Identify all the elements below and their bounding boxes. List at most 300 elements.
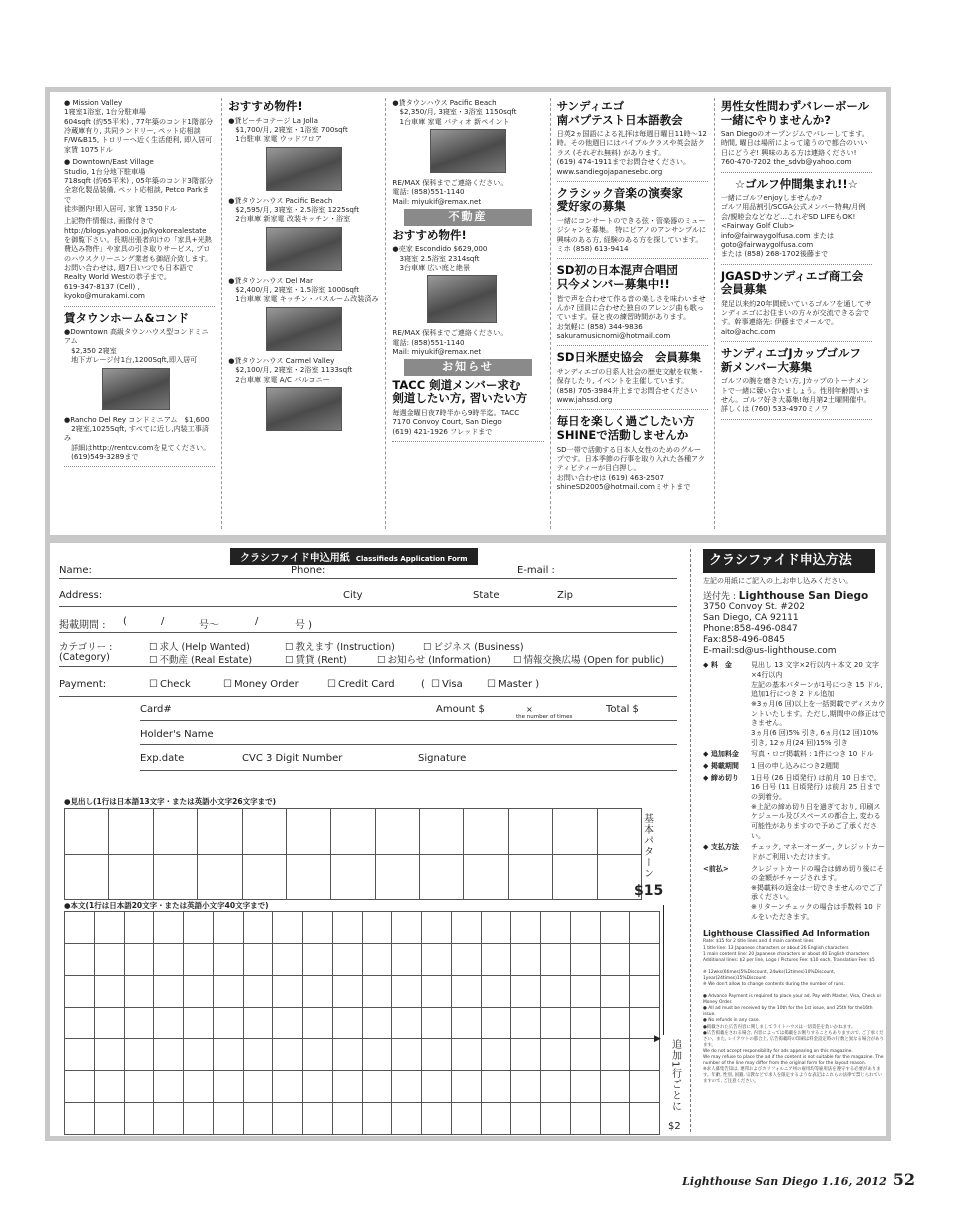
char-cell[interactable]: [65, 976, 95, 1008]
char-cell[interactable]: [125, 1071, 155, 1103]
char-cell[interactable]: [65, 1039, 95, 1071]
char-cell[interactable]: [571, 944, 601, 976]
char-cell[interactable]: [630, 944, 660, 976]
char-cell[interactable]: [184, 976, 214, 1008]
char-cell[interactable]: [422, 1103, 452, 1135]
char-cell[interactable]: [511, 1008, 541, 1040]
listing-heading: 男性女性問わずバレーボール 一緒にやりませんか?: [720, 99, 870, 127]
payment-row: [59, 673, 677, 697]
char-cell[interactable]: [184, 912, 214, 944]
char-cell[interactable]: [363, 1008, 393, 1040]
listing-text: ●貸タウンハウス Carmel Valley $2,100/月, 2寝室・2浴室 1133sqft 2台車庫 家電 A/C バルコニー: [228, 355, 353, 384]
fee-item: [703, 843, 886, 862]
times-note: the number of times: [516, 714, 573, 720]
char-cell[interactable]: [243, 809, 287, 855]
char-cell[interactable]: [333, 1071, 363, 1103]
period-slash-1[interactable]: /: [161, 616, 165, 627]
form-title-ja: クラシファイド申込用紙: [240, 553, 350, 564]
property-photo: [266, 307, 342, 351]
divider: [721, 172, 872, 173]
extra-price: $2: [668, 1121, 681, 1132]
address-field[interactable]: Address:: [59, 590, 103, 601]
char-cell[interactable]: [392, 1071, 422, 1103]
category-business-checkbox[interactable]: ☐ ビジネス (Business): [423, 639, 524, 653]
category-real-estate-checkbox[interactable]: ☐ 不動産 (Real Estate): [149, 652, 252, 666]
char-cell[interactable]: [601, 1008, 631, 1040]
char-cell[interactable]: [392, 944, 422, 976]
fee-value: 1 回の申し込みにつき2週間: [751, 761, 839, 770]
char-cell[interactable]: [125, 912, 155, 944]
period-row: [59, 609, 677, 633]
char-cell[interactable]: [287, 855, 331, 901]
char-cell[interactable]: [95, 912, 125, 944]
char-cell[interactable]: [184, 1071, 214, 1103]
listing-column: [715, 98, 878, 529]
char-cell[interactable]: [65, 1008, 95, 1040]
char-cell[interactable]: [214, 976, 244, 1008]
fee-item: [703, 774, 886, 842]
card-row: [140, 699, 677, 721]
char-cell[interactable]: [154, 1039, 184, 1071]
divider: [721, 264, 872, 265]
how-to-intro: 左記の用紙にご記入の上,お申し込みください。: [703, 576, 853, 585]
address-line: E-mail:sd@us-lighthouse.com: [703, 645, 837, 656]
char-cell[interactable]: [65, 855, 109, 901]
basic-price: $15: [634, 883, 664, 899]
char-cell[interactable]: [333, 976, 363, 1008]
fee-item: [703, 865, 886, 923]
char-cell[interactable]: [509, 855, 553, 901]
phone-field[interactable]: Phone:: [291, 565, 326, 576]
send-address: [703, 590, 886, 657]
char-cell[interactable]: [95, 976, 125, 1008]
zip-field[interactable]: Zip: [557, 590, 573, 601]
holder-name-field[interactable]: Holder's Name: [140, 729, 214, 740]
holder-row: [140, 723, 677, 745]
char-cell[interactable]: [571, 976, 601, 1008]
listing-text: 発足以来約20年間続いているゴルフを通してサンディエゴにお住まいの方々が交流できる会です。幹事連絡先: 伊藤までメールで。 aito@achc.com: [720, 298, 872, 336]
char-cell[interactable]: [95, 1039, 125, 1071]
char-cell[interactable]: [482, 912, 512, 944]
char-cell[interactable]: [571, 1008, 601, 1040]
char-cell[interactable]: [244, 1103, 274, 1135]
char-cell[interactable]: [273, 1008, 303, 1040]
char-cell[interactable]: [541, 1039, 571, 1071]
char-cell[interactable]: [303, 1008, 333, 1040]
divider: [557, 409, 708, 410]
listing-text: ゴルフの腕を磨きたい方, Jカップのトーナメントで一緒に競い合いましょう。性別年齢問いません。ゴルフ好き大募集!毎月第2土曜開催中。 詳しくは (760) 533-4970ミノワ: [720, 376, 871, 414]
char-cell[interactable]: [452, 976, 482, 1008]
char-cell[interactable]: [125, 1103, 155, 1135]
address-line: San Diego, CA 92111: [703, 613, 799, 624]
divider: [721, 419, 872, 420]
char-cell[interactable]: [244, 912, 274, 944]
char-cell[interactable]: [392, 1103, 422, 1135]
how-to-apply-panel: [690, 549, 886, 1132]
char-cell[interactable]: [303, 976, 333, 1008]
char-cell[interactable]: [452, 912, 482, 944]
extra-line-label: 追加1行ごとに: [669, 1039, 681, 1113]
category-help-wanted-checkbox[interactable]: ☐ 求人 (Help Wanted): [149, 639, 250, 653]
listing-text: SD一帯で活動する日本人女性のためのグループです。日本季節の行事を取り入れた各種アクティビティーが目白押し。 お問い合わせは (619) 463-2507 shineSD2005@hotmail.comミサトまで: [556, 444, 706, 491]
char-cell[interactable]: [482, 1008, 512, 1040]
char-cell[interactable]: [452, 1103, 482, 1135]
card-type-paren: (: [421, 679, 425, 690]
char-cell[interactable]: [630, 976, 660, 1008]
char-cell[interactable]: [184, 1103, 214, 1135]
char-cell[interactable]: [244, 976, 274, 1008]
listing-heading: TACC 剣道メンバー求む 剣道したい方, 習いたい方: [392, 377, 528, 406]
char-cell[interactable]: [65, 1103, 95, 1135]
char-cell[interactable]: [95, 944, 125, 976]
char-cell[interactable]: [363, 944, 393, 976]
exp-date-field[interactable]: Exp.date: [140, 753, 185, 764]
fee-value: クレジットカードの場合は締め切り後にその金額がチャージされます。 ※掲載料の返金は一切できませんのでご了承ください。 ※リターンチェックの場合は手数料 10 ドルをいただきます。: [751, 864, 884, 921]
char-cell[interactable]: [392, 976, 422, 1008]
char-cell[interactable]: [154, 1103, 184, 1135]
card-number-field[interactable]: Card#: [140, 704, 172, 715]
listing-heading: おすすめ物件!: [392, 227, 467, 242]
char-cell[interactable]: [154, 1008, 184, 1040]
listing-text: 一緒にコンサートのできる弦・管楽器のミュージシャンを募集。 特にピアノのアンサンブルに興味のある方, 経験のある方を探しています。 ミホ (858) 613-9414: [556, 216, 707, 254]
char-cell[interactable]: [422, 1039, 452, 1071]
listing-text: ●貸タウンハウス Pacific Beach $2,595/月, 3寝室・2.5浴室 1225sqft 2台車庫 新家電 改装キッチン・浴室: [228, 195, 360, 224]
listing-text: ●Rancho Del Rey コンドミニアム $1,600 2寝室,1025Sqft, すべてに近し,内装工事済み 詳細はhttp://rentcv.comを見てください。 (619)549-3289まで: [64, 414, 211, 461]
name-field[interactable]: Name:: [59, 565, 92, 576]
char-cell[interactable]: [571, 1071, 601, 1103]
category-information-checkbox[interactable]: ☐ お知らせ (Information): [377, 652, 491, 666]
char-cell[interactable]: [541, 976, 571, 1008]
listing-heading: おすすめ物件!: [228, 99, 303, 113]
headline-label: ●見出し(1行は日本語13文字・または英語小文字26文字まで): [64, 797, 276, 806]
contact-row: [59, 561, 677, 579]
signature-field[interactable]: Signature: [418, 753, 467, 764]
listing-heading: 賃タウンホーム&コンド: [64, 310, 190, 325]
char-cell[interactable]: [464, 855, 508, 901]
char-cell[interactable]: [273, 912, 303, 944]
char-cell[interactable]: [95, 1103, 125, 1135]
char-cell[interactable]: [452, 1008, 482, 1040]
money-order-checkbox[interactable]: ☐ Money Order: [223, 679, 299, 690]
char-cell[interactable]: [214, 1071, 244, 1103]
payment-label: Payment:: [59, 679, 107, 690]
application-section: [45, 540, 891, 1141]
listing-text: 皆で声を合わせて作る音の楽しさを味わいませんか? 団員に合わせた独自のアレンジ曲も歌っています。昼と夜の練習時間があります。 お気軽に (858) 344-9836 sakuramusicnomi@hotmail.com: [556, 293, 706, 341]
category-label: カテゴリー :: [59, 642, 113, 653]
char-cell[interactable]: [601, 944, 631, 976]
listing-text: 日英2ヵ国語による礼拝は毎週日曜日11時〜12時。その他週日にはバイブルクラスや英会話クラス (それぞれ無料) があります。 (619) 474-1911までお問合せください。 www.sandiegojapanesebc.org: [556, 129, 707, 176]
listing-heading: SD日米歴史協会 会員募集: [556, 350, 701, 365]
char-cell[interactable]: [482, 1103, 512, 1135]
char-cell[interactable]: [273, 1039, 303, 1071]
listing-text: RE/MAX 保科までご連絡ください。 電話: (858)551-1140 Mail: miyukif@remax.net: [392, 328, 508, 357]
char-cell[interactable]: [601, 976, 631, 1008]
char-cell[interactable]: [571, 1039, 601, 1071]
char-cell[interactable]: [154, 809, 198, 855]
char-cell[interactable]: [331, 855, 375, 901]
category-instruction-checkbox[interactable]: ☐ 教えます (Instruction): [285, 639, 395, 653]
listing-heading: SD初の日本混声合唱団 只今メンバー募集中!!: [556, 263, 678, 292]
fee-item: [703, 762, 886, 772]
char-cell[interactable]: [598, 809, 642, 855]
period-from[interactable]: 号〜: [199, 620, 219, 631]
city-field[interactable]: City: [343, 590, 363, 601]
char-cell[interactable]: [571, 912, 601, 944]
body-grid[interactable]: [64, 911, 660, 1135]
char-cell[interactable]: [452, 1071, 482, 1103]
char-cell[interactable]: [392, 912, 422, 944]
char-cell[interactable]: [303, 912, 333, 944]
period-paren: (: [123, 616, 127, 627]
listing-text: ●貸タウンハウス Pacific Beach $2,350/月, 3寝室・3浴室 1150sqft 1台車庫 家電 パティオ 新ペイント: [392, 98, 517, 126]
section-bar: お知らせ: [404, 359, 531, 376]
form-title-en: Classifieds Application Form: [355, 555, 468, 563]
char-cell[interactable]: [452, 1039, 482, 1071]
char-cell[interactable]: [363, 912, 393, 944]
char-cell[interactable]: [184, 1039, 214, 1071]
char-cell[interactable]: [154, 944, 184, 976]
char-cell[interactable]: [452, 944, 482, 976]
char-cell[interactable]: [109, 809, 153, 855]
char-cell[interactable]: [154, 912, 184, 944]
category-row: [59, 635, 677, 667]
char-cell[interactable]: [392, 1039, 422, 1071]
char-cell[interactable]: [541, 944, 571, 976]
char-cell[interactable]: [571, 1103, 601, 1135]
amount-field[interactable]: Amount $: [436, 704, 485, 715]
total-field[interactable]: Total $: [606, 704, 639, 715]
basic-pattern-label: 基本パターン: [641, 813, 653, 879]
char-cell[interactable]: [65, 1071, 95, 1103]
char-cell[interactable]: [244, 1039, 274, 1071]
visa-checkbox[interactable]: ☐ Visa: [431, 679, 463, 690]
char-cell[interactable]: [65, 809, 109, 855]
fee-item: [703, 750, 886, 760]
address-line: 3750 Convoy St. #202: [703, 602, 805, 613]
fee-key: ◆ 締め切り: [703, 773, 739, 782]
char-cell[interactable]: [630, 912, 660, 944]
divider: [557, 345, 708, 346]
char-cell[interactable]: [363, 1103, 393, 1135]
char-cell[interactable]: [511, 944, 541, 976]
char-cell[interactable]: [95, 1008, 125, 1040]
property-photo: [266, 147, 342, 191]
listing-heading: ☆ゴルフ仲間集まれ!!☆: [734, 176, 858, 191]
period-slash-2[interactable]: /: [255, 616, 259, 627]
char-cell[interactable]: [422, 976, 452, 1008]
fee-key: ◆ 支払方法: [703, 843, 739, 852]
email-field[interactable]: E-mail :: [517, 565, 555, 576]
headline-grid[interactable]: [64, 808, 642, 900]
char-cell[interactable]: [541, 1071, 571, 1103]
category-label-en: (Category): [59, 652, 110, 663]
char-cell[interactable]: [184, 944, 214, 976]
char-cell[interactable]: [243, 855, 287, 901]
char-cell[interactable]: [287, 809, 331, 855]
property-photo: [266, 227, 342, 271]
char-cell[interactable]: [420, 855, 464, 901]
listing-heading: サンディエゴ 南バプテスト日本語教会: [556, 99, 683, 127]
char-cell[interactable]: [630, 1103, 660, 1135]
property-photo: [266, 387, 342, 431]
listing-text: RE/MAX 保科までご連絡ください。 電話: (858)551-1140 Mail: miyukif@remax.net: [392, 178, 508, 206]
fee-value: チェック, マネーオーダー, クレジットカードがご利用いただけます。: [751, 843, 886, 861]
info-heading: Lighthouse Classified Ad Information: [703, 929, 870, 939]
fee-list: [703, 661, 886, 922]
char-cell[interactable]: [601, 912, 631, 944]
char-cell[interactable]: [630, 1071, 660, 1103]
char-cell[interactable]: [214, 944, 244, 976]
char-cell[interactable]: [125, 1008, 155, 1040]
char-cell[interactable]: [273, 1071, 303, 1103]
char-cell[interactable]: [511, 976, 541, 1008]
listing-heading: クラシック音楽の演奏家 愛好家の募集: [556, 185, 683, 214]
char-cell[interactable]: [422, 912, 452, 944]
char-cell[interactable]: [184, 1008, 214, 1040]
char-cell[interactable]: [363, 1039, 393, 1071]
char-cell[interactable]: [109, 855, 153, 901]
exp-row: [140, 747, 677, 771]
address-lines: [703, 602, 886, 656]
char-cell[interactable]: [601, 1071, 631, 1103]
master-checkbox[interactable]: ☐ Master ): [487, 679, 539, 690]
char-cell[interactable]: [244, 1071, 274, 1103]
char-cell[interactable]: [333, 912, 363, 944]
listing-columns: [58, 98, 878, 529]
char-cell[interactable]: [331, 809, 375, 855]
char-cell[interactable]: [65, 912, 95, 944]
cvc-field[interactable]: CVC 3 Digit Number: [242, 753, 343, 764]
char-cell[interactable]: [509, 809, 553, 855]
fee-key: ◆ 掲載期間: [703, 761, 739, 770]
listing-column: [58, 98, 222, 529]
address-line: Fax:858-496-0845: [703, 634, 785, 645]
char-cell[interactable]: [630, 1039, 660, 1071]
char-cell[interactable]: [273, 1103, 303, 1135]
bracket-line: [660, 905, 664, 1035]
property-photo: [430, 129, 506, 173]
char-cell[interactable]: [198, 809, 242, 855]
char-cell[interactable]: [553, 809, 597, 855]
char-cell[interactable]: [363, 976, 393, 1008]
fee-value: 1日号 (26 日頃発行) は前月 10 日まで, 16 日号 (11 日頃発行) は前月 25 日までの到着分。 ※上記の締め切り日を過ぎており, 印刷スケジュール及びスペースの都合上, 変わる可能性がありますので予めご了承ください。: [751, 773, 881, 840]
char-cell[interactable]: [273, 944, 303, 976]
times-sign: ×: [526, 705, 533, 714]
char-cell[interactable]: [482, 944, 512, 976]
char-cell[interactable]: [553, 855, 597, 901]
fee-value: 見出し 13 文字×2行以内＋本文 20 文字×4行以内 左記の基本パターンが1号につき 15 ドル, 追加1行につき 2 ドル追加 ※3ヵ月(6 回)以上を一括掲載でディスカウントいたします。ただし,期間中の修正はできません。 3ヵ月(6 回)5% 引き, 6ヵ月(12 回)10% 引き, 12ヵ月(24 回)15% 引き: [751, 661, 886, 747]
char-cell[interactable]: [154, 1071, 184, 1103]
char-cell[interactable]: [482, 1071, 512, 1103]
char-cell[interactable]: [511, 1039, 541, 1071]
state-field[interactable]: State: [473, 590, 500, 601]
fee-key: <前払>: [703, 864, 729, 873]
char-cell[interactable]: [214, 1039, 244, 1071]
char-cell[interactable]: [273, 976, 303, 1008]
category-rent-checkbox[interactable]: ☐ 賃貸 (Rent): [285, 652, 347, 666]
listing-text: ●貸タウンハウス Del Mar $2,400/月, 2寝室・1.5浴室 1000sqft 1台車庫 家電 キッチン・バスルーム改装済み: [228, 275, 379, 304]
category-open-public-checkbox[interactable]: ☐ 情報交換広場 (Open for public): [513, 652, 664, 666]
char-cell[interactable]: [303, 1071, 333, 1103]
fee-key: ◆ 追加料金: [703, 750, 739, 759]
check-checkbox[interactable]: ☐ Check: [149, 679, 191, 690]
char-cell[interactable]: [95, 1071, 125, 1103]
period-to[interactable]: 号 ): [295, 620, 313, 631]
char-cell[interactable]: [214, 1103, 244, 1135]
char-cell[interactable]: [511, 1103, 541, 1135]
divider: [721, 341, 872, 342]
fee-key: ◆ 料 金: [703, 661, 732, 670]
divider: [64, 466, 215, 467]
char-cell[interactable]: [511, 912, 541, 944]
fee-value: 写真・ロゴ掲載料 : 1件につき 10 ドル: [751, 750, 874, 759]
char-cell[interactable]: [422, 944, 452, 976]
char-cell[interactable]: [154, 855, 198, 901]
listing-heading: JGASDサンディエゴ商工会 会員募集: [720, 268, 864, 297]
magazine-issue: Lighthouse San Diego 1.16, 2012: [682, 1175, 887, 1188]
char-cell[interactable]: [541, 1103, 571, 1135]
char-cell[interactable]: [333, 1039, 363, 1071]
listing-column: [386, 98, 550, 529]
char-cell[interactable]: [333, 1008, 363, 1040]
char-cell[interactable]: [363, 1071, 393, 1103]
char-cell[interactable]: [376, 809, 420, 855]
send-label: 送付先 :: [703, 591, 736, 602]
char-cell[interactable]: [392, 1008, 422, 1040]
char-cell[interactable]: [244, 944, 274, 976]
fee-item: [703, 661, 886, 748]
address-row: [59, 583, 677, 607]
char-cell[interactable]: [65, 944, 95, 976]
char-cell[interactable]: [422, 1008, 452, 1040]
char-cell[interactable]: [125, 1039, 155, 1071]
listing-text: 一緒にゴルフenjoyしませんか? ゴルフ用品割引/SCGA公式メンバー特典/月例会/親睦会などなど…これぞSD LIFEもOK! <Fairway Golf Club> info@fairwaygolfusa.com または goto@fairwaygolfusa.com または (858) 268-1702後藤まで: [720, 193, 866, 259]
divider: [392, 441, 543, 442]
char-cell[interactable]: [420, 809, 464, 855]
char-cell[interactable]: [303, 944, 333, 976]
section-bar: 不動産: [404, 209, 531, 226]
char-cell[interactable]: [303, 1039, 333, 1071]
char-cell[interactable]: [198, 855, 242, 901]
char-cell[interactable]: [511, 1071, 541, 1103]
char-cell[interactable]: [333, 1103, 363, 1135]
char-cell[interactable]: [125, 944, 155, 976]
char-cell[interactable]: [303, 1103, 333, 1135]
char-cell[interactable]: [601, 1039, 631, 1071]
char-cell[interactable]: [601, 1103, 631, 1135]
page-footer: [682, 1170, 915, 1189]
char-cell[interactable]: [244, 1008, 274, 1040]
listing-heading: サンディエゴJカップゴルフ 新メンバー大募集: [720, 346, 861, 374]
char-cell[interactable]: [154, 976, 184, 1008]
char-cell[interactable]: [482, 976, 512, 1008]
char-cell[interactable]: [333, 944, 363, 976]
divider: [64, 306, 215, 307]
char-cell[interactable]: [376, 855, 420, 901]
char-cell[interactable]: [214, 912, 244, 944]
listing-column: [222, 98, 386, 529]
credit-card-checkbox[interactable]: ☐ Credit Card: [327, 679, 395, 690]
char-cell[interactable]: [422, 1071, 452, 1103]
char-cell[interactable]: [125, 976, 155, 1008]
char-cell[interactable]: [214, 1008, 244, 1040]
char-cell[interactable]: [541, 912, 571, 944]
page-number: 52: [892, 1170, 915, 1189]
listing-text: ●売家 Escondido $629,000 3寝室 2.5浴室 2314sqft 3台車庫 広い庭と絶景: [392, 244, 488, 272]
char-cell[interactable]: [541, 1008, 571, 1040]
char-cell[interactable]: [464, 809, 508, 855]
char-cell[interactable]: [482, 1039, 512, 1071]
